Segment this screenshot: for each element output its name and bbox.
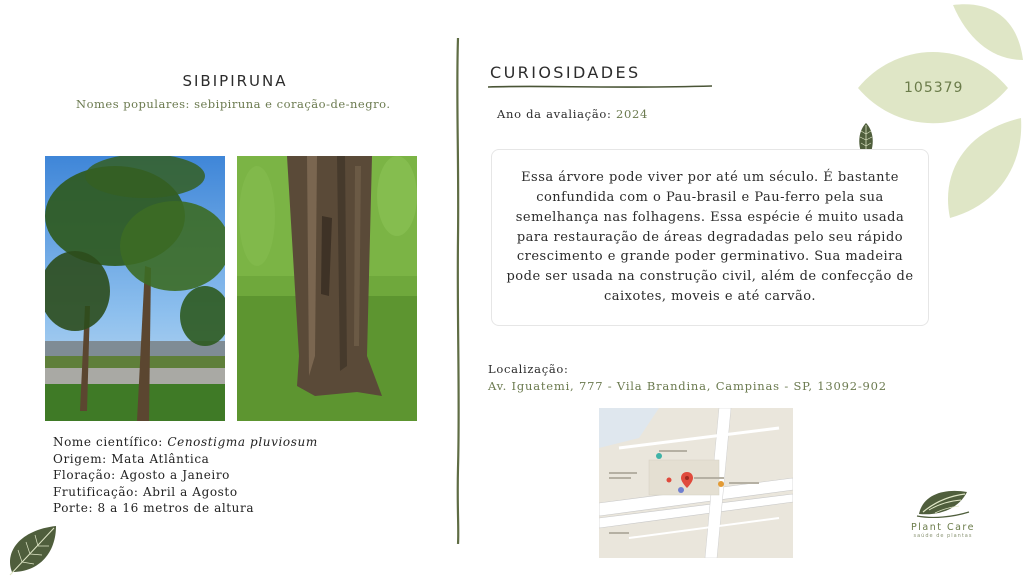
curiosity-text: Essa árvore pode viver por até um século. É bastante confundida com o Pau-brasil e Pau-ferro pela sua semelhança nas folhagens. Essa espécie é muito usada para restauração de áreas degradadas pelo seu rápido crescimento e grande poder germinativo. Sua madeira pode ser usada na construção civil, além de confecção de caixotes, moveis e até carvão.	[506, 170, 914, 304]
origin-row: Origem: Mata Atlântica	[53, 451, 210, 466]
scientific-name-row: Nome científico: Cenostigma pluviosum	[53, 435, 318, 449]
tree-photo	[45, 156, 225, 421]
tree-code: 105379	[904, 80, 964, 96]
brand-tagline: saúde de plantas	[913, 533, 973, 539]
species-facts	[53, 434, 318, 517]
location-map[interactable]	[599, 408, 793, 558]
plant-care-logo	[915, 486, 971, 520]
flowering-row: Floração: Agosto a Janeiro	[53, 468, 230, 482]
brand	[898, 486, 988, 539]
curiosities-title: CURIOSIDADES	[490, 63, 641, 82]
title-underline	[488, 84, 712, 90]
scientific-name: Cenostigma pluviosum	[167, 435, 318, 449]
trunk-photo	[237, 156, 417, 421]
location-label: Localização:	[488, 362, 569, 376]
location-address: Av. Iguatemi, 777 - Vila Brandina, Campinas - SP, 13092-902	[488, 379, 887, 393]
brand-name: Plant Care	[911, 522, 975, 533]
leaf-icon	[0, 522, 60, 576]
popular-names: Nomes populares: sebipiruna e coração-de-negro.	[76, 97, 391, 111]
leaf-cluster-icon	[858, 0, 1024, 225]
species-title: SIBIPIRUNA	[182, 72, 288, 90]
column-divider	[454, 38, 462, 544]
fruiting-row: Frutificação: Abril a Agosto	[53, 484, 238, 499]
evaluation-year-value: 2024	[615, 107, 649, 121]
size-row: Porte: 8 a 16 metros de altura	[53, 501, 255, 515]
evaluation-year: Ano da avaliação: 2024	[497, 107, 649, 121]
